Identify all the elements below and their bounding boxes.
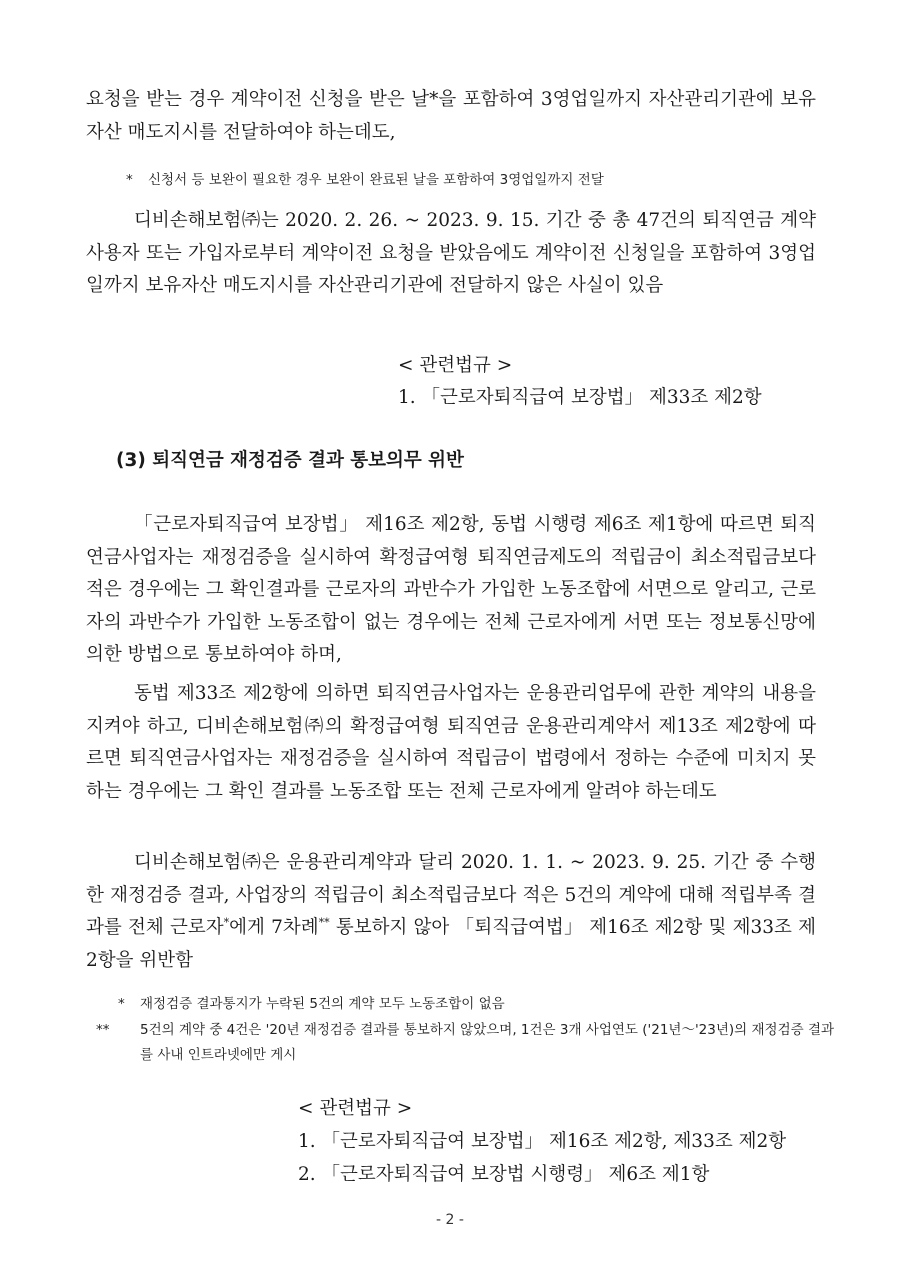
- page-number: - 2 -: [436, 1212, 464, 1228]
- related-law-item: 1. 「근로자퇴직급여 보장법」 제16조 제2항, 제33조 제2항: [298, 1131, 787, 1152]
- paragraph-transfer-request: 요청을 받는 경우 계약이전 신청을 받은 날*을 포함하여 3영업일까지 자산관리기관에 보유자산 매도지시를 전달하여야 하는데도,: [86, 89, 816, 143]
- paragraph-violation-fact-1: 디비손해보험㈜는 2020. 2. 26. ~ 2023. 9. 15. 기간 중 총 47건의 퇴직연금 계약 사용자 또는 가입자로부터 계약이전 요청을 받았음에도 계약이전 신청일을 포함하여 3영업일까지 보유자산 매도지시를 자산관리기관에 전달하지 않은 사실이 있음: [86, 210, 816, 296]
- paragraph-legal-basis-1: 「근로자퇴직급여 보장법」 제16조 제2항, 동법 시행령 제6조 제1항에 따르면 퇴직연금사업자는 재정검증을 실시하여 확정급여형 퇴직연금제도의 적립금이 최소적립금보다 적은 경우에는 그 확인결과를 근로자의 과반수가 가입한 노동조합에 서면으로 알리고, 근로자의 과반수가 가입한 노동조합이 없는 경우에는 전체 근로자에게 서면 또는 정보통신망에 의한 방법으로 통보하여야 하며,: [86, 514, 816, 665]
- footnote-no-union: * 재정검증 결과통지가 누락된 5건의 계약 모두 노동조합이 없음: [118, 996, 505, 1012]
- section-heading: (3) 퇴직연금 재정검증 결과 통보의무 위반: [116, 450, 464, 471]
- footnote-notification-details: ** 5건의 계약 중 4건은 '20년 재정검증 결과를 통보하지 않았으며, 1건은 3개 사업연도 ('21년～'23년)의 재정검증 결과를 사내 인트라넷에만 게시: [96, 1022, 835, 1063]
- related-law-title: < 관련법규 >: [298, 1098, 413, 1119]
- footnote-transfer: * 신청서 등 보완이 필요한 경우 보완이 완료된 날을 포함하여 3영업일까지 전달: [126, 172, 604, 188]
- related-law-item: 1. 「근로자퇴직급여 보장법」 제33조 제2항: [398, 387, 762, 408]
- paragraph-violation-fact-2: 디비손해보험㈜은 운용관리계약과 달리 2020. 1. 1. ~ 2023. 9. 25. 기간 중 수행한 재정검증 결과, 사업장의 적립금이 최소적립금보다 적은 5건의 계약에 대해 적립부족 결과를 전체 근로자*에게 7차례** 통보하지 않아 「퇴직급여법」 제16조 제2항 및 제33조 제2항을 위반함: [86, 852, 817, 971]
- paragraph-legal-basis-2: 동법 제33조 제2항에 의하면 퇴직연금사업자는 운용관리업무에 관한 계약의 내용을 지켜야 하고, 디비손해보험㈜의 확정급여형 퇴직연금 운용관리계약서 제13조 제2항에 따르면 퇴직연금사업자는 재정검증을 실시하여 적립금이 법령에서 정하는 수준에 미치지 못하는 경우에는 그 확인 결과를 노동조합 또는 전체 근로자에게 알려야 하는데도: [86, 683, 816, 802]
- related-law-item: 2. 「근로자퇴직급여 보장법 시행령」 제6조 제1항: [298, 1164, 710, 1185]
- related-law-title: < 관련법규 >: [398, 355, 513, 376]
